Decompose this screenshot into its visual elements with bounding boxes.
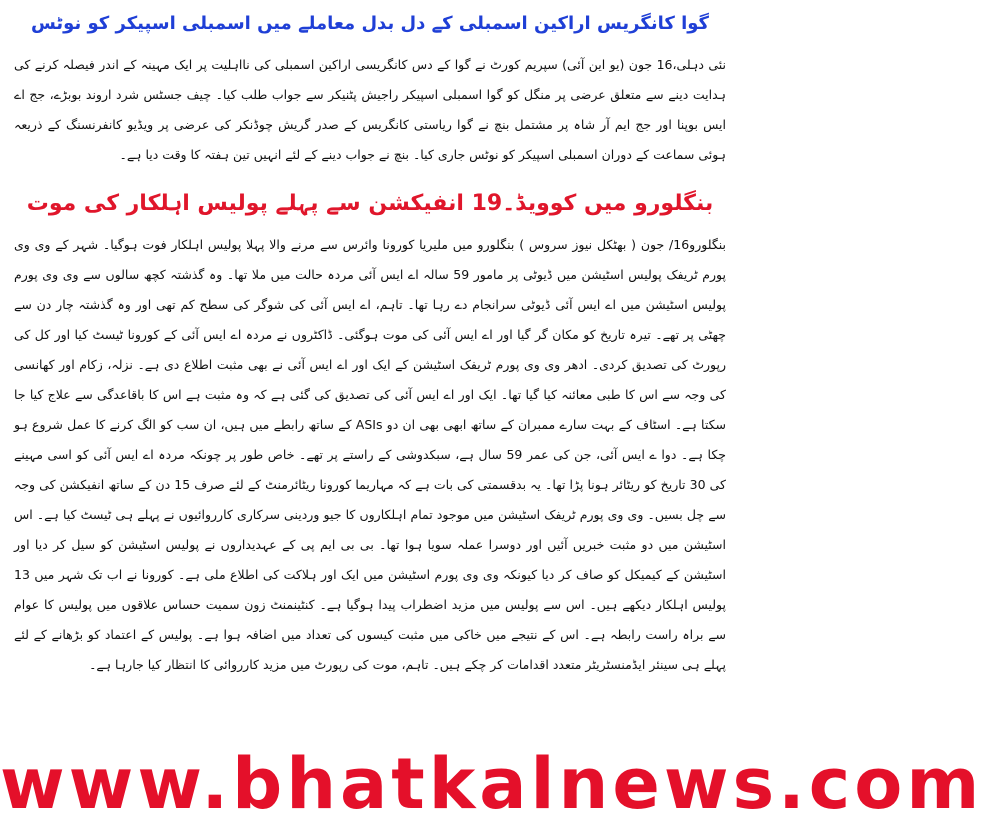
article-2-body: بنگلورو16/ جون ( بھٹکل نیوز سروس ) بنگلورو میں ملیریا کورونا وائرس سے مرنے والا پہلا پولیس اہلکار فوت ہوگیا۔ شہر کے وی وی پورم ٹریفک پولیس اسٹیشن میں ڈیوٹی پر مامور 59 سالہ اے ایس آئی مردہ حالت میں ملا تھا۔ وہ گذشتہ کچھ سالوں سے وی وی پورم پولیس اسٹیشن میں اے ایس آئی ڈیوٹی سرانجام دے رہا تھا۔ تاہم، اے ایس آئی کی شوگر کی سطح کم تھی اور وہ گذشتہ چار دن سے چھٹی پر تھے۔ تیرہ تاریخ کو مکان گر گیا اور اے ایس آئی کی موت ہوگئی۔ ڈاکٹروں نے مردہ اے ایس آئی کے کورونا ٹیسٹ کیا اور کل کی رپورٹ کی تصدیق کردی۔ ادھر وی وی پورم ٹریفک اسٹیشن کے ایک اور اے ایس آئی نے بھی مثبت اطلاع دی ہے۔ نزلہ، زکام اور کھانسی کی وجہ سے اس کا طبی معائنہ کیا گیا تھا۔ ایک اور اے ایس آئی کی تصدیق کی گئی ہے کہ وہ مثبت ہے اس کا باقاعدگی سے علاج کیا جا سکتا ہے۔ اسٹاف کے بہت سارے ممبران کے ساتھ ابھی بھی ان دو ASIs کے ساتھ رابطے میں ہیں، ان سب کو الگ کرنے کا عمل شروع ہو چکا ہے۔ دوا ے ایس آئی، جن کی عمر 59 سال ہے، سبکدوشی کے راستے پر تھے۔ خاص طور پر چونکہ مردہ اے ایس آئی کو اسی مہینے کی 30 تاریخ کو ریٹائر ہونا پڑا تھا۔ یہ بدقسمتی کی بات ہے کہ مہاریما کورونا ریٹائرمنٹ کے لئے صرف 15 دن کے ساتھ انفیکشن کی وجہ سے چل بسیں۔ وی وی پورم ٹریفک اسٹیشن میں موجود تمام اہلکاروں کا جیو وردینی سرکاری کارروائیوں نے پہلے ہی ٹیسٹ کیا ہے۔ اس اسٹیشن میں دو مثبت خبریں آئیں اور دوسرا عملہ سویا ہوا تھا۔ بی بی ایم پی کے عہدیداروں نے پولیس اسٹیشن کو سیل کر دیا اور اسٹیشن کے کیمیکل کو صاف کر دیا کیونکہ وی وی پورم اسٹیشن میں ایک اور ہلاکت کی اطلاع ملی ہے۔ کورونا نے اب تک شہر میں 13 پولیس اہلکار دیکھے ہیں۔ اس سے پولیس میں مزید اضطراب پیدا ہوگیا ہے۔ کنٹینمنٹ زون سمیت حساس علاقوں میں پولیس کا عوام سے براہ راست رابطہ ہے۔ اس کے نتیجے میں خاکی میں مثبت کیسوں کی تعداد میں اضافہ ہوا ہے۔ پولیس کے اعتماد کو بڑھانے کے لئے پہلے ہی سینئر ایڈمنسٹریٹر متعدد اقدامات کر چکے ہیں۔ تاہم، موت کی رپورٹ میں مزید کارروائی کا انتظار کیا جارہا ہے۔	[14, 237, 726, 672]
article-1-body: نئی دہلی،16 جون (یو این آئی) سپریم کورٹ نے گوا کے دس کانگریسی اراکین اسمبلی کی نااہلیت پر ایک مہینہ کے اندر فیصلہ کرنے کی ہدایت دینے سے متعلق عرضی پر منگل کو گوا اسمبلی اسپیکر راجیش پٹنیکر سے جواب طلب کیا۔ چیف جسٹس شرد اروند بوبڑے، جج اے ایس بوپنا اور جج ایم آر شاہ پر مشتمل بنچ نے گوا ریاستی کانگریس کے صدر گریش چوڈنکر کی عرضی پر ویڈیو کانفرنسنگ کے ذریعہ ہوئی سماعت کے دوران اسمبلی اسپیکر کو نوٹس جاری کیا۔ بنچ نے جواب دینے کے لئے انہیں تین ہفتہ کا وقت دیا ہے۔	[14, 57, 727, 162]
article-1-headline: گوا کانگریس اراکین اسمبلی کے دل بدل معاملے میں اسمبلی اسپیکر کو نوٹس	[30, 13, 710, 34]
article-2-headline: بنگلورو میں کوویڈ۔19 انفیکشن سے پہلے پولیس اہلکار کی موت	[26, 191, 714, 216]
website-watermark: www.bhatkalnews.com	[0, 743, 983, 825]
